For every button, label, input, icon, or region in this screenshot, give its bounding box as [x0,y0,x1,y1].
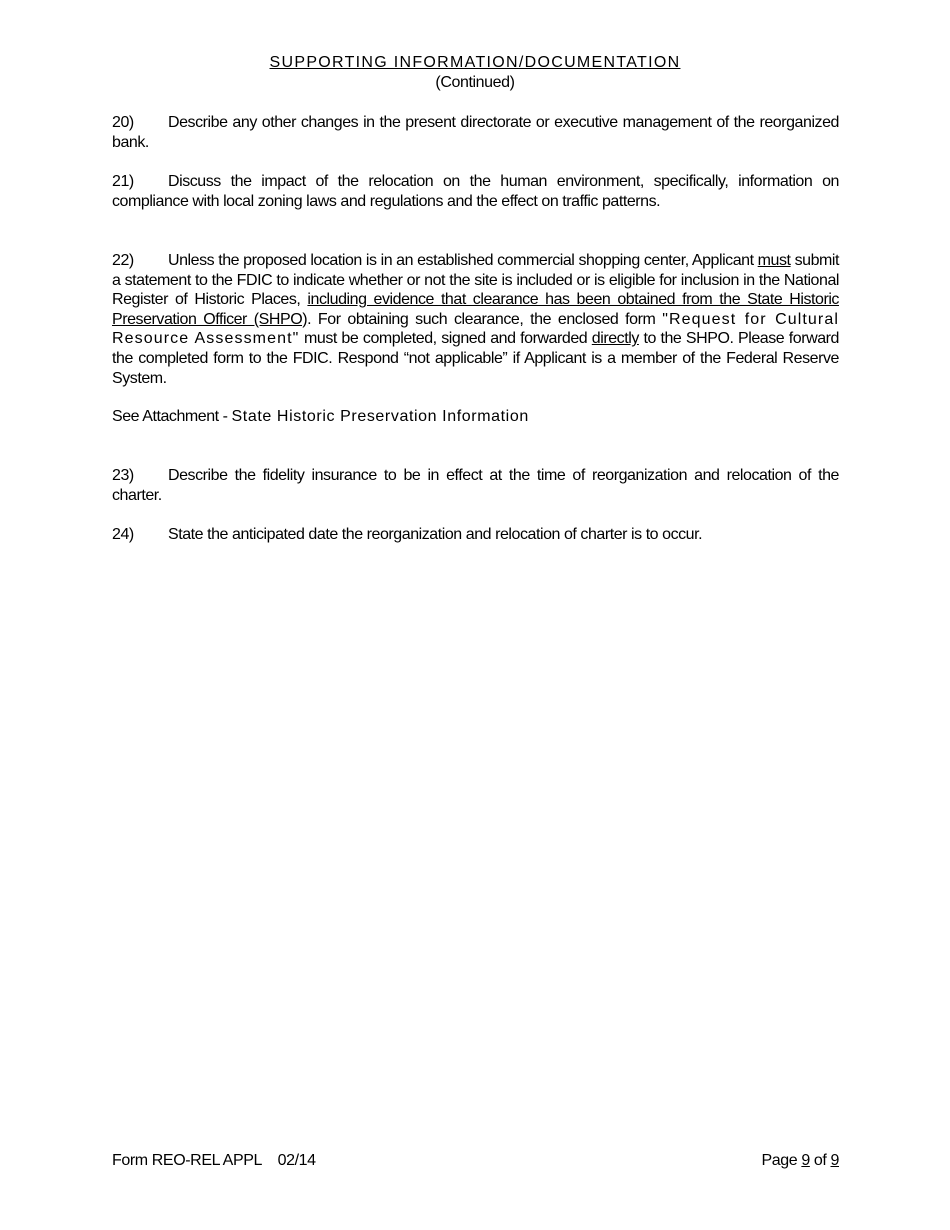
page-header [0,53,950,93]
question-text: Describe any other changes in the present directorate or executive management of the reorganized bank. [112,114,839,151]
form-identifier: Form REO-REL APPL 02/14 [112,1152,316,1169]
page-subtitle: (Continued) [435,74,515,91]
question-23 [112,466,839,505]
emphasis-clearance-clause: including evidence that clearance has been obtained from the State Historic Preservation Officer (SHPO) [112,291,839,328]
question-text-part: submit a statement to the FDIC to indicate whether or not the site is included or is eligible for inclusion in the National Register of Historic Places, [112,252,840,309]
emphasis-must: must [757,252,791,269]
question-text: Discuss the impact of the relocation on the human environment, specifically, information on compliance with local zoning laws and regulations and the effect on traffic patterns. [112,173,839,210]
emphasis-directly: directly [591,330,639,348]
question-text-part: Unless the proposed location is in an established commercial shopping center, Applicant [168,252,758,269]
page-of: of [809,1152,831,1169]
question-20 [112,113,839,152]
form-name: "Request for Cultural Resource Assessment" [112,310,839,348]
question-text: Describe the fidelity insurance to be in effect at the time of reorganization and relocation of the charter. [112,467,839,504]
attachment-prefix: See Attachment - [112,408,232,425]
question-text-part: must be completed, signed and forwarded [299,330,592,348]
question-text-part: to the SHPO. Please forward the completed form to the FDIC. Respond “not applicable” if Applicant is a member of the Federal Reserve System. [112,330,839,387]
question-text-part: . For obtaining such clearance, the enclosed form [307,310,663,328]
question-number: 22) [112,252,134,269]
question-24 [112,525,839,545]
page-prefix: Page [761,1152,802,1169]
question-22 [112,251,839,388]
page-title: SUPPORTING INFORMATION/DOCUMENTATION [269,54,681,71]
attachment-reference [112,407,839,427]
question-number: 20) [112,114,134,131]
question-number: 24) [112,526,134,543]
page-number [762,1152,839,1170]
question-21 [112,172,839,211]
page-total: 9 [830,1152,839,1169]
question-number: 21) [112,173,134,190]
page-current: 9 [801,1152,810,1169]
question-text: State the anticipated date the reorganization and relocation of charter is to occur. [168,526,703,543]
attachment-name: State Historic Preservation Information [231,408,529,425]
question-number: 23) [112,467,134,484]
